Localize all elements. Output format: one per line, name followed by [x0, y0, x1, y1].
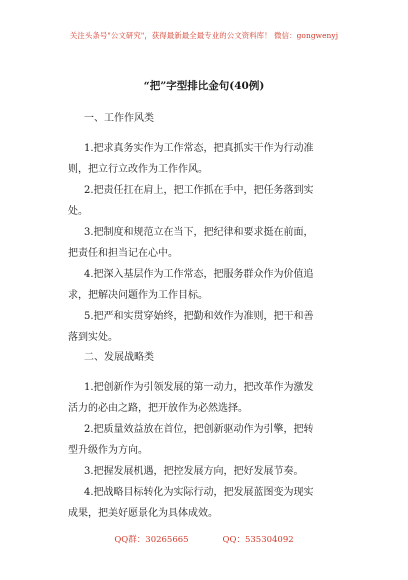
list-item [68, 222, 342, 264]
item-line-2: 把责任和担当记在心中。 [68, 248, 178, 259]
qq-group-text: QQ群：30265665 [114, 535, 189, 545]
header-note: 关注头条号"公文研究"，获得最新最全最专业的公文资料库！ 微信：gongwenyj [69, 31, 339, 40]
item-line-1: 5.把严和实贯穿始终，把勤和效作为准则，把干和善 [84, 311, 314, 322]
item-line-1: 3.把制度和规范立在当下，把纪律和要求挺在前面， [84, 227, 314, 238]
item-line-2: 处。 [68, 206, 88, 217]
item-line-1: 4.把深入基层作为工作常态，把服务群众作为价值追 [84, 269, 314, 280]
document-title: “把”字型排比金句(40例) [143, 80, 265, 92]
item-line-2: 型升级作为方向。 [68, 445, 148, 456]
section-heading-development-strategy: 二、发展战略类 [84, 352, 154, 363]
item-line-1: 2.把责任扛在肩上，把工作抓在手中，把任务落到实 [84, 185, 314, 196]
item-line-1: 4.把战略目标转化为实际行动，把发展蓝图变为现实 [84, 487, 314, 498]
list-item [84, 461, 342, 482]
footer-contact [0, 533, 408, 545]
item-line-1: 2.把质量效益放在首位，把创新驱动作为引擎，把转 [84, 424, 314, 435]
item-line-2: 成果，把美好愿景化为具体成效。 [68, 508, 218, 519]
item-line-1: 3.把握发展机遇，把控发展方向，把好发展节奏。 [84, 466, 304, 477]
qq-text: QQ：535304092 [222, 535, 294, 545]
list-item [68, 482, 342, 524]
item-line-2: 求，把解决问题作为工作目标。 [68, 290, 208, 301]
item-line-2: 则，把立行立改作为工作作风。 [68, 164, 208, 175]
document-body [68, 113, 342, 524]
list-item [68, 306, 342, 348]
list-item [68, 138, 342, 180]
item-line-2: 活力的必由之路，把开放作为必然选择。 [68, 403, 248, 414]
section-heading-work-style: 一、工作作风类 [84, 113, 154, 124]
list-item [68, 264, 342, 306]
list-item [68, 419, 342, 461]
item-line-2: 落到实处。 [68, 332, 118, 343]
item-line-1: 1.把求真务实作为工作常态，把真抓实干作为行动准 [84, 143, 314, 154]
list-item [68, 180, 342, 222]
item-line-1: 1.把创新作为引领发展的第一动力，把改革作为激发 [84, 382, 314, 393]
list-item [68, 377, 342, 419]
